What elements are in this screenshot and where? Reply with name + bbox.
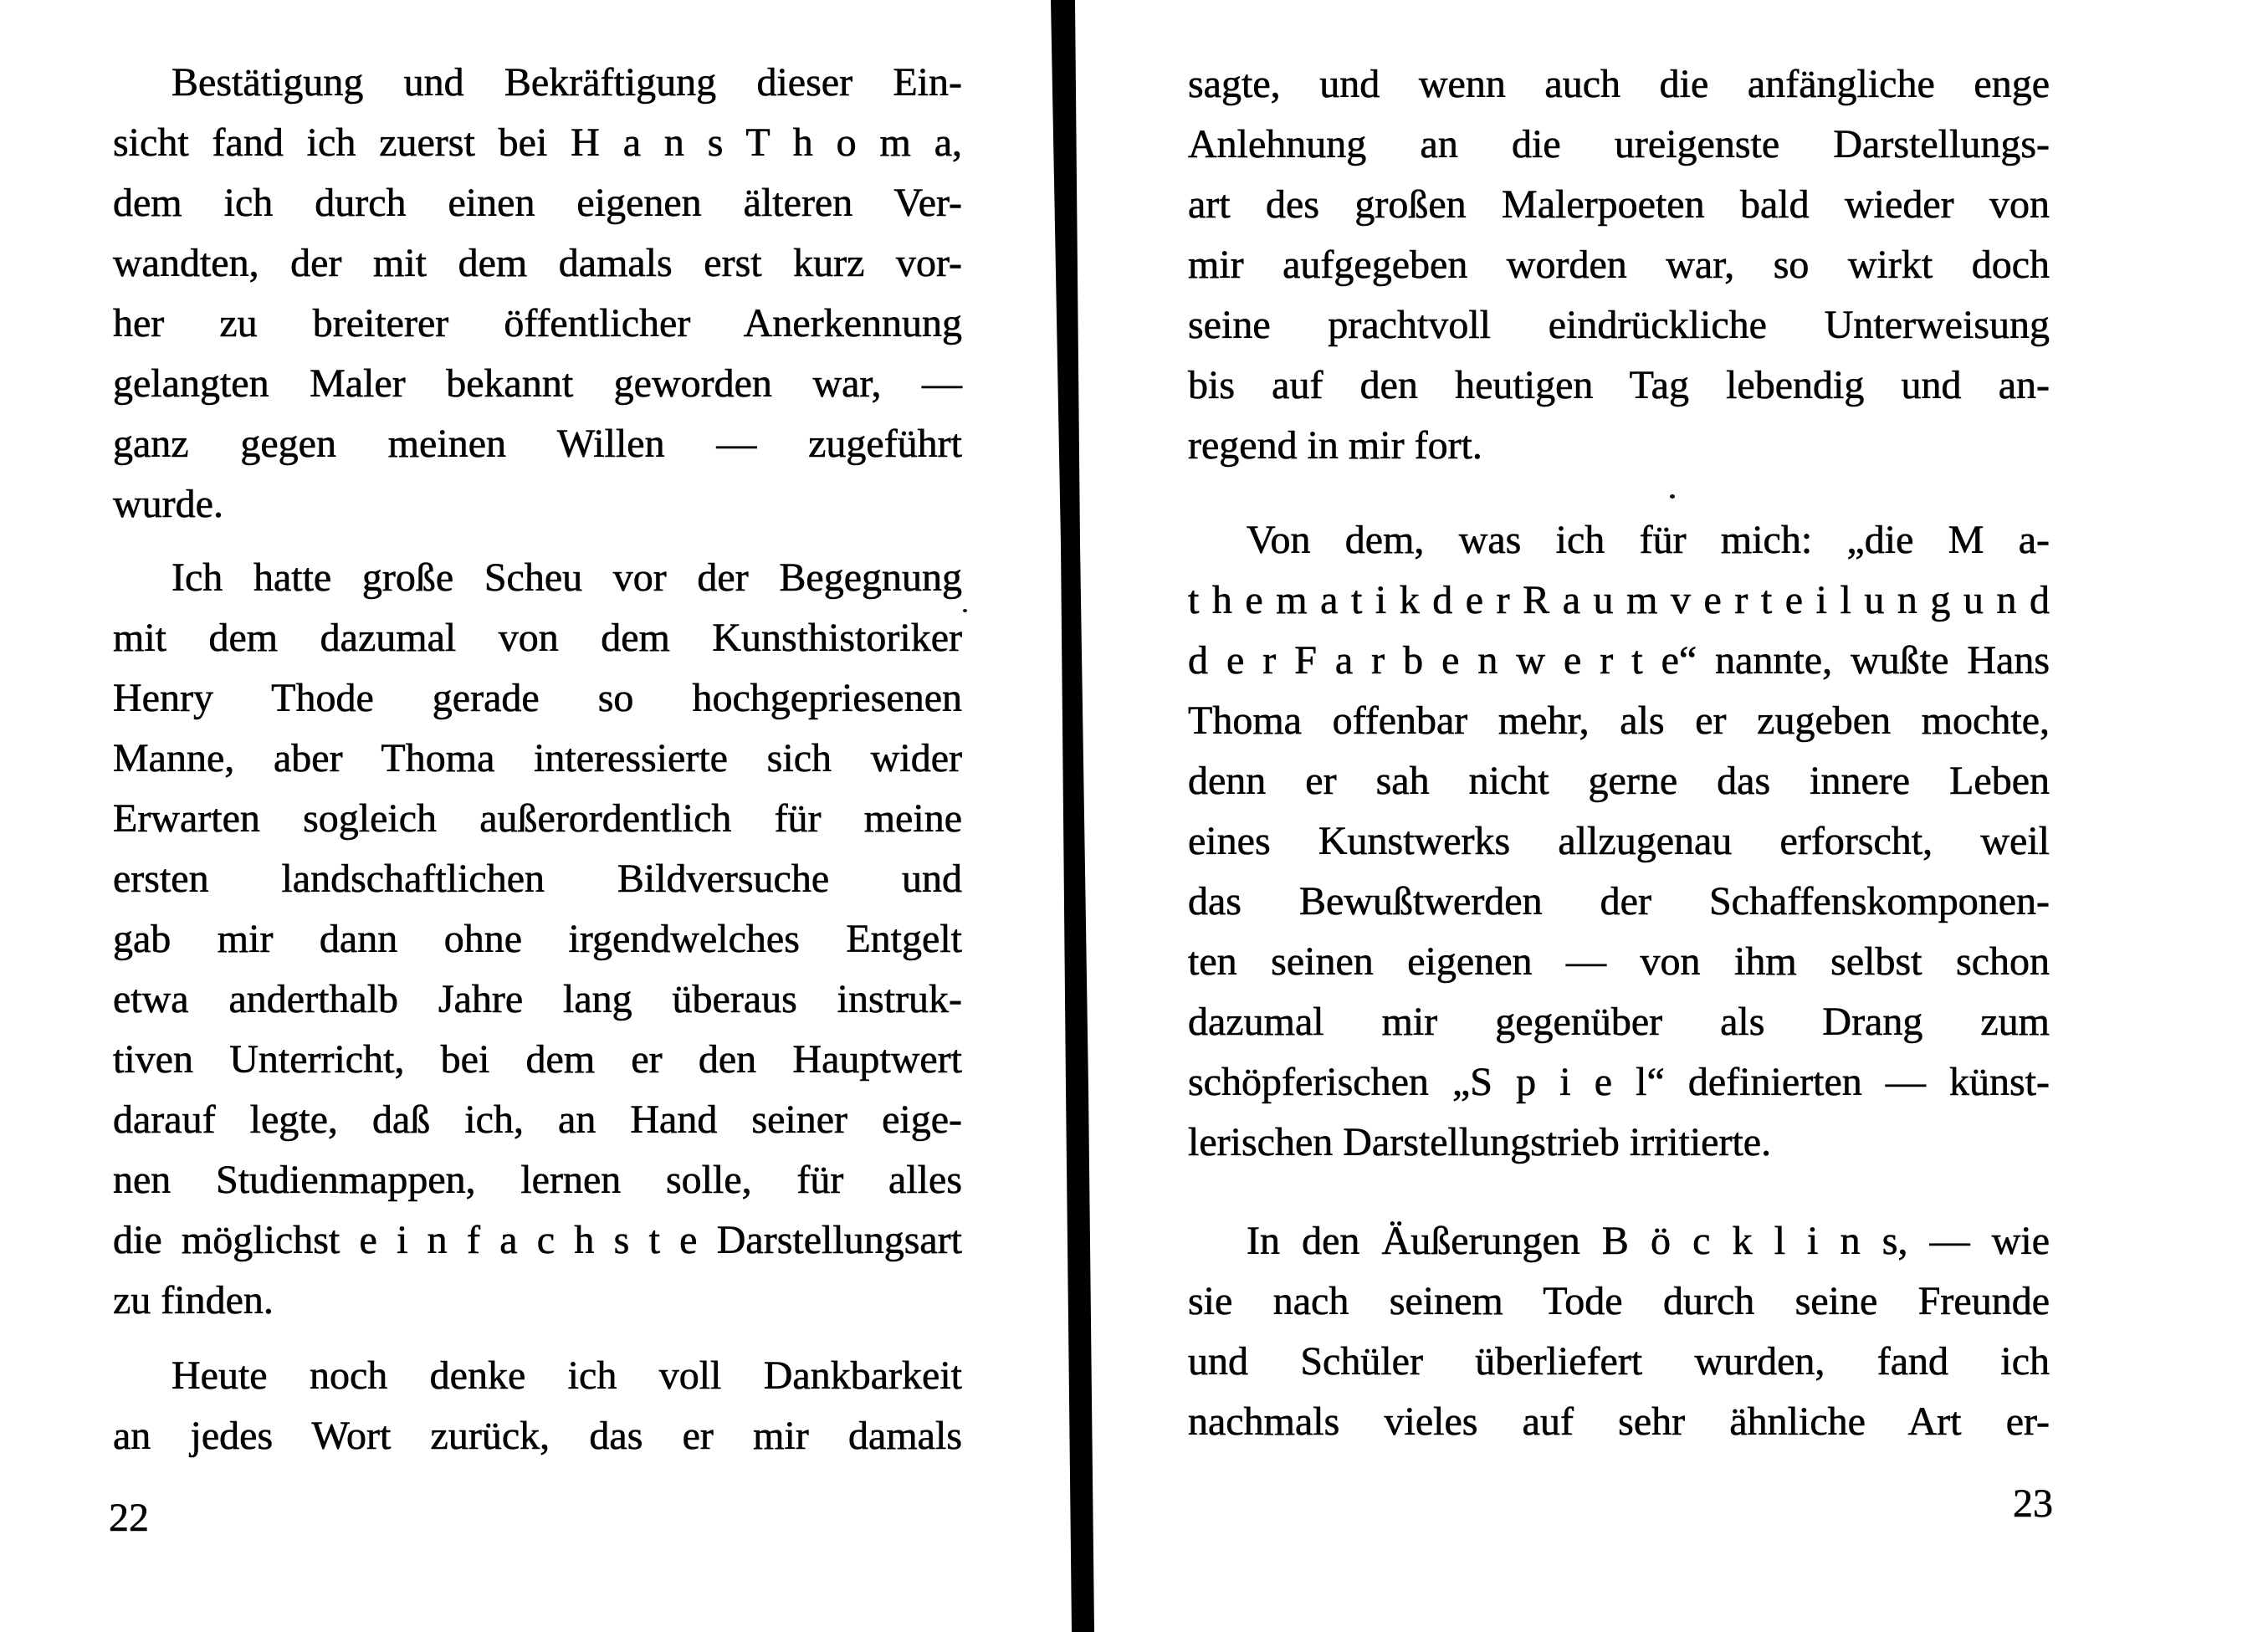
text-line: und Schüler überliefert wurden, fand ich <box>1188 1339 2050 1384</box>
text-line: art des großen Malerpoeten bald wieder von <box>1188 182 2050 227</box>
text-line: In den Äußerungen B ö c k l i n s, — wie <box>1247 1219 2050 1263</box>
text-line: d e r F a r b e n w e r t e“ nannte, wußte Hans <box>1188 638 2050 683</box>
text-line: sicht fand ich zuerst bei H a n s T h o m a, <box>113 120 962 165</box>
text-line: mit dem dazumal von dem Kunsthistoriker <box>113 616 962 660</box>
text-line: eines Kunstwerks allzugenau erforscht, weil <box>1188 819 2050 863</box>
text-line: Ich hatte große Scheu vor der Begegnung <box>172 555 962 600</box>
text-line: Bestätigung und Bekräftigung dieser Ein- <box>172 60 962 105</box>
text-line: sie nach seinem Tode durch seine Freunde <box>1188 1279 2050 1323</box>
text-line: bis auf den heutigen Tag lebendig und an- <box>1188 363 2050 407</box>
page-number-left: 22 <box>109 1496 149 1540</box>
paragraph <box>1188 1211 2050 1452</box>
text-line: nachmals vieles auf sehr ähnliche Art er- <box>1188 1399 2050 1444</box>
page-number-right: 23 <box>2013 1481 2053 1526</box>
text-line: her zu breiterer öffentlicher Anerkennung <box>113 301 962 345</box>
text-line: ten seinen eigenen — von ihm selbst schon <box>1188 939 2050 984</box>
text-line: Erwarten sogleich außerordentlich für meine <box>113 796 962 841</box>
text-line: Von dem, was ich für mich: „die M a- <box>1247 518 2050 562</box>
text-line: t h e m a t i k d e r R a u m v e r t e i l u n g u n d <box>1188 578 2050 622</box>
text-line: denn er sah nicht gerne das innere Leben <box>1188 759 2050 803</box>
text-line: Heute noch denke ich voll Dankbarkeit <box>172 1353 962 1398</box>
page-left-text-column <box>113 53 962 1466</box>
scan-speck <box>963 609 967 612</box>
paragraph <box>113 1346 962 1466</box>
text-line: darauf legte, daß ich, an Hand seiner eige- <box>113 1097 962 1142</box>
text-line: etwa anderthalb Jahre lang überaus instruk- <box>113 977 962 1021</box>
text-line: ersten landschaftlichen Bildversuche und <box>113 857 962 901</box>
text-line: zu finden. <box>113 1278 274 1322</box>
paragraph <box>113 548 962 1331</box>
page-right-text-column <box>1188 54 2050 1452</box>
text-line: gab mir dann ohne irgendwelches Entgelt <box>113 917 962 961</box>
text-line: regend in mir fort. <box>1188 423 1482 468</box>
text-line: die möglichst e i n f a c h s t e Darstellungsart <box>113 1218 962 1262</box>
text-line: Anlehnung an die ureigenste Darstellungs- <box>1188 122 2050 166</box>
text-line: tiven Unterricht, bei dem er den Hauptwert <box>113 1037 962 1082</box>
text-line: wandten, der mit dem damals erst kurz vor- <box>113 241 962 285</box>
text-line: dazumal mir gegenüber als Drang zum <box>1188 1000 2050 1044</box>
text-line: lerischen Darstellungstrieb irritierte. <box>1188 1120 1772 1164</box>
text-line: dem ich durch einen eigenen älteren Ver- <box>113 181 962 225</box>
paragraph <box>113 53 962 535</box>
text-line: gelangten Maler bekannt geworden war, — <box>113 361 962 406</box>
text-line: sagte, und wenn auch die anfängliche enge <box>1188 62 2050 106</box>
text-line: seine prachtvoll eindrückliche Unterweisung <box>1188 303 2050 347</box>
text-line: schöpferischen „S p i e l“ definierten — künst- <box>1188 1060 2050 1104</box>
gutter-band <box>1051 0 1094 1632</box>
text-line: Manne, aber Thoma interessierte sich wider <box>113 736 962 780</box>
text-line: wurde. <box>113 482 223 526</box>
text-line: ganz gegen meinen Willen — zugeführt <box>113 422 962 466</box>
text-line: das Bewußtwerden der Schaffenskomponen- <box>1188 879 2050 923</box>
paragraph <box>1188 510 2050 1173</box>
text-line: Thoma offenbar mehr, als er zugeben mochte, <box>1188 698 2050 743</box>
scan-speck <box>1670 494 1675 499</box>
paragraph <box>1188 54 2050 476</box>
text-line: an jedes Wort zurück, das er mir damals <box>113 1414 962 1458</box>
text-line: Henry Thode gerade so hochgepriesenen <box>113 676 962 720</box>
text-line: mir aufgegeben worden war, so wirkt doch <box>1188 243 2050 287</box>
text-line: nen Studienmappen, lernen solle, für alles <box>113 1158 962 1202</box>
